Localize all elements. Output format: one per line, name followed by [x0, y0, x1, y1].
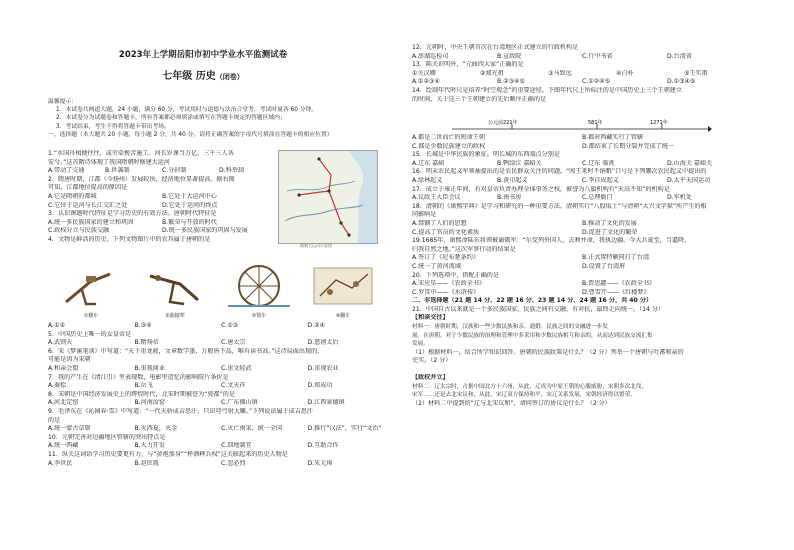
option[interactable]: A.绿林起义 [412, 176, 443, 184]
option[interactable]: A.澎湖巡检司 [412, 52, 449, 60]
option[interactable]: C.重文轻武 [221, 364, 252, 372]
question-options [48, 339, 394, 348]
option[interactable]: D.山海关 嘉峪关 [667, 159, 713, 167]
option[interactable]: D.军机处 [667, 194, 692, 202]
option[interactable]: D.江西景德镇 [307, 399, 345, 407]
option[interactable]: C.回地制宜 [221, 442, 252, 450]
material-text: 宋军……还是去北宋议和，从此，宋辽双方保持和平，宋辽关系发展，宋朝经济得以繁荣。 [412, 392, 636, 399]
option[interactable]: D.科举制 [219, 167, 244, 175]
section2-heading: 二、非选择题（21 题 14 分、22 题 16 分、23 题 14 分、24 题 16 分，共 40 分） [412, 297, 653, 305]
option[interactable]: ①关汉卿 [412, 69, 436, 77]
section1-heading: 一、选择题（本大题共 20 小题，每小题 2 分，共 40 分。请将正确答案的字母代号填涂在答题卡的相应位置） [48, 131, 333, 138]
question-stem: 14．绘制年代时尺是培养“时空观念”的重要途径。下图年代尺上所标注的是中国历史上三个王朝建立 [412, 86, 683, 94]
artifact-label: ②曲辕犁 [165, 313, 185, 319]
option[interactable]: C.灭亡南宋，统一全国 [221, 425, 283, 433]
question-stem: 17．成立于雍正年间，有对皇帝负责办理全体事务之权，被誉为八旗机构有“天高不知”的机构是 [412, 185, 670, 193]
option[interactable]: D.统一多民族国家的巩固与发展 [162, 227, 248, 235]
option[interactable]: A.和亲会盟 [48, 364, 79, 372]
question-stem: 15．长城是中华民族的象征。明长城的东西端点分别是 [412, 151, 560, 159]
artifact-image-3 [228, 262, 290, 310]
question-stem: 7．我的产生在《清江引》里表现数，电影里造忆的影响院片条价是 [48, 373, 229, 381]
question-stem: 16．明末农民起义军领袖提出的是农民群众关注的问题。“闯王来时不纳粮”口号是下列哪次农民起义中提出的 [412, 168, 707, 176]
option[interactable]: C.广东佛山镇 [221, 399, 258, 407]
option[interactable]: A.它是隋朝的都城 [48, 192, 97, 200]
option[interactable]: C.①②④⑤ [582, 78, 611, 86]
question-stem: 3．认识课题时代特征是学习历史的有效方法。唐朝时代特征是 [48, 210, 217, 218]
option[interactable]: C.文天祥 [221, 382, 246, 390]
option[interactable]: B.赵匡胤 [134, 459, 159, 467]
artifact-label: ④翻车 [335, 313, 351, 319]
option[interactable]: C.总理衙门 [582, 194, 613, 202]
question-stem: 4．文物是鲜活的历史。下列文物图片中的农具属于唐朝的是 [48, 235, 211, 243]
option[interactable]: B.河南汝窑 [134, 399, 165, 407]
exam-title: 2023年上学期岳阳市初中学业水平监测试卷 [118, 50, 288, 60]
notice-item: 3．考试结束，考生不得将答题卡带出考场。 [56, 123, 170, 130]
option[interactable]: A.都是二世而亡的短命王朝 [412, 134, 486, 141]
option[interactable]: B.南书房 [497, 194, 522, 202]
question-stem-cont: 的是 [48, 416, 61, 424]
option[interactable]: A.议政王大臣会议 [412, 194, 461, 202]
option[interactable]: C.忽必烈 [221, 459, 246, 467]
option[interactable]: D.②④ [307, 322, 326, 329]
option[interactable]: B.灭西夏，灭金 [134, 425, 178, 433]
artifact-label: ③筒车 [251, 313, 267, 319]
artifact-label: ①耧车 [83, 313, 99, 319]
question-stem: 5．中国历史上唯一的女皇帝是 [48, 330, 132, 338]
spacer [412, 366, 752, 374]
question-options [48, 425, 394, 434]
option[interactable]: B.隋炀帝 [134, 339, 159, 347]
option[interactable]: ④白朴 [616, 69, 634, 77]
sub-question: （1）根据材料一，结合所学知识回答。唐朝的民族政策是什么？（2 分）列举一个唐朝与吐蕃和亲的 [412, 348, 684, 356]
option[interactable]: A.秦桧 [48, 382, 67, 390]
question-stem-cont: 可能是因为宋朝 [48, 356, 91, 364]
option[interactable]: D.慈禧太后 [307, 339, 339, 347]
option[interactable]: B.②③④⑤ [497, 78, 525, 86]
option[interactable]: A.李世民 [48, 459, 73, 467]
option[interactable]: B.黄巾起义 [497, 176, 528, 184]
question-stem: 18．清朝的《康熙字典》是学习和研究的一种重要方法。清朝实行“八股取士”与清朝“大兴文字狱”所产生的相 [412, 202, 707, 210]
question-stem: 21．中国自古以来就是一个多民族国家，民族之间有交融，有对抗，最终走向统一。（14 分） [412, 305, 665, 313]
option[interactable]: B.宣政院 [497, 52, 522, 60]
option[interactable]: D.互助合作 [307, 442, 339, 450]
option[interactable]: ②郑光祖 [480, 69, 504, 77]
option[interactable]: B.推动了文化的发展 [582, 219, 637, 227]
question-stem-cont: 安兮。”这首隋诗体现了我国隋朝时修建大运河 [48, 158, 170, 166]
artifact-image-1 [60, 262, 122, 310]
closed-book-tag: （闭卷） [215, 73, 244, 81]
question-stem: 19.1685年，康熙命陆东将领被谕俄军：“尔受列外国人，去利并命，我执边疆。今大兵夏至，当逼降， [412, 237, 691, 245]
exam-subtitle [98, 67, 308, 82]
option[interactable]: D.促进了文化的繁荣 [582, 228, 638, 236]
option[interactable]: B.世袭制 [105, 167, 130, 175]
option[interactable]: C.①③ [221, 322, 239, 329]
question-options [412, 229, 752, 238]
option[interactable]: D.重视农业 [307, 364, 339, 372]
option[interactable]: C.它位于运河与长江交汇之处 [48, 201, 128, 209]
timeline-mark: 公元前221年 [488, 120, 518, 126]
option[interactable]: C.罗贯中——《水浒传》 [412, 288, 480, 296]
question-options [48, 219, 276, 228]
question-options [48, 322, 394, 331]
option[interactable]: B.它处于大运河中心 [162, 192, 217, 200]
question-options [412, 160, 752, 169]
option[interactable]: C.唐太宗 [221, 339, 246, 347]
option[interactable]: C.李自成起义 [582, 176, 619, 184]
timeline-mark: 1271年 [650, 120, 668, 126]
question-stem: 12．元朝时，中央王朝首次在台湾地区正式建立的行政机构是 [412, 44, 579, 51]
question-options [412, 134, 752, 143]
option[interactable]: D.都结束了长期分裂并完成了统一 [582, 142, 674, 150]
option[interactable]: D.台湾省 [667, 52, 692, 60]
option[interactable]: C.辽东 临洮 [582, 159, 615, 167]
option[interactable]: D.曹雪芹——《红楼梦》 [582, 288, 650, 296]
option[interactable]: A.统一多民族国家的建立和巩固 [48, 218, 134, 226]
option[interactable]: D.推行“汉法”，实行“文治” [307, 425, 382, 433]
option[interactable]: ③马致远 [548, 69, 572, 77]
question-options [48, 399, 394, 408]
option[interactable]: A.武则天 [48, 339, 73, 347]
question-stem: 6．宋《梦溪笔谈》中写道：“天下重龙骏，文章数学墨，万般皆下品，唯有读书高。”这诗局面出现的， [48, 347, 324, 355]
option[interactable]: A.统一西藏 [48, 442, 79, 450]
question-stem-cont: 的时间，关于这三个王朝建立的先后顺序正确的是 [412, 95, 547, 103]
question-stem: 1.“水国舟楫便往往，或劳牵挽苦施工。河长岁课当万亿，三千三人各 [48, 150, 234, 157]
option[interactable]: C.政权分立与民族交融 [48, 227, 110, 235]
option[interactable]: D.设置了台湾府 [582, 262, 626, 270]
option[interactable]: C.都是少数民族建立的政权 [412, 142, 486, 150]
notice-heading: 温馨提示： [48, 99, 77, 105]
question-options [412, 53, 752, 62]
question-options [48, 442, 394, 451]
right-column-top [412, 44, 752, 104]
question-options [412, 70, 752, 79]
grand-canal-map [278, 150, 378, 244]
question-stem: 9．毛泽东在《沁园春·雪》中写道：“一代天骄成吉思汗，只识弯弓射大雕。”下列说法属于成吉思汗 [48, 407, 314, 415]
question-stem: 11．纵关这词语学习历史要更有力，与“黄袍加身”“杯酒释兵权”这关联起来的历史人物是 [48, 450, 288, 458]
artifact-images [58, 262, 378, 320]
subject-label: 七年级 历史 [162, 71, 216, 82]
option[interactable]: A.辽东 嘉峪 [412, 159, 445, 167]
option[interactable]: D.①③④⑤ [667, 78, 696, 86]
option[interactable]: B.岳飞 [134, 382, 153, 390]
option[interactable]: A.签订了《尼布楚条约》 [412, 254, 479, 262]
question-options [48, 365, 394, 374]
question-options [412, 289, 752, 298]
option[interactable]: D.朱元璋 [307, 459, 333, 467]
option[interactable]: A.宋应星——《农政全书》 [412, 280, 486, 288]
question-stem-cont: 归我自然之地。”这次军事行动的结果是 [412, 245, 516, 253]
question-options [48, 382, 394, 391]
material-text: 展。在唐朝，对于少数民族的治理和管理中多采用和少数民族相互和亲的，从而达到民族交流汇集 [412, 332, 653, 339]
question-options [412, 280, 752, 289]
material-text: 材料一：唐朝时期，汉族和一些少数民族和亲。通婚。民族之间的交融进一步发 [412, 324, 608, 331]
question-options [48, 167, 276, 176]
part1-title: 【和亲交往】 [412, 314, 449, 322]
timeline-mark: 581年 [588, 120, 603, 126]
map-caption: 隋朝大运河示意图 [300, 243, 332, 248]
notice-item: 1．本试卷共两道大题，24 小题，满分 60 分，考试用时与道德与法治合堂考，考试时量各 60 分钟。 [56, 107, 318, 114]
option[interactable]: A.带动了交通 [48, 167, 85, 175]
question-options [412, 220, 752, 229]
material-text: 材料二：辽太宗时，占据中国北方十六州，从此，辽成为中原王朝的心腹威胁，宋朝多次北伐， [412, 383, 647, 390]
question-stem: 2．隋唐时期，江都（今扬州）发展较快，经济地位显著提高。据右图 [48, 175, 235, 183]
option[interactable]: D.太平天国运动 [667, 176, 711, 184]
option[interactable]: C.统一了黄河流域 [412, 262, 461, 270]
timeline-arrow [708, 126, 712, 132]
option[interactable]: B.都对西藏实行了管辖 [582, 134, 643, 141]
sub-question: （2）材料二中提到的“辽与北宋议和”，请问签订的协议是什么？（2 分） [412, 399, 611, 407]
question-stem: 8．宋朝是中国经济发展史上的辉煌时代，北宋时期被誉为“瓷都”的是 [48, 390, 235, 398]
artifact-image-4 [312, 262, 374, 310]
question-options [48, 193, 276, 202]
question-options [412, 78, 752, 87]
option[interactable]: B.③④ [134, 322, 152, 329]
question-options [48, 227, 276, 236]
question-stem-cont: 同影响是 [412, 211, 437, 219]
option[interactable]: B.重视商业 [134, 364, 165, 372]
option[interactable]: ⑤王实甫 [684, 69, 708, 77]
question-options [412, 194, 752, 203]
option[interactable]: D.它处于运河的终点 [162, 201, 218, 209]
question-options [48, 460, 394, 469]
option[interactable]: C.提高了官员的文化素质 [412, 228, 480, 236]
part2-title: 【政权并立】 [412, 374, 449, 382]
option[interactable]: B.贾思勰——《农政全书》 [582, 280, 656, 288]
option[interactable]: B.正式置特剿同打了台湾 [582, 254, 650, 262]
option[interactable]: D.郑成功 [307, 382, 333, 390]
question-options [412, 177, 752, 186]
option[interactable]: B.鸭绿江 嘉峪关 [497, 159, 542, 167]
material-text: 发展。 [412, 341, 429, 348]
left-questions-top [48, 150, 276, 245]
notice-block [48, 98, 394, 139]
question-stem: 10．元朝完善对边疆地区管辖的突出特点是 [48, 433, 166, 441]
question-options [412, 263, 752, 272]
question-stem: 13．陈关识明外，“元曲四大家”正确的是 [412, 61, 524, 69]
sub-question-cont: 史实。（2 分） [412, 357, 452, 365]
question-stem: 20．下列选项中，搭配正确的是 [412, 271, 499, 279]
notice-item: 2．本试卷分为试题卷和答题卡，所有答案都必须填涂或填写在答题卡规定的答题区域内； [56, 115, 286, 122]
option[interactable]: A.河北定窑 [48, 399, 79, 407]
option[interactable]: C.分封制 [162, 167, 187, 175]
option[interactable]: A.①② [48, 322, 65, 329]
right-column-bottom [412, 134, 752, 408]
artifact-image-2 [144, 262, 206, 310]
option[interactable]: A.禁锢了人们的思想 [412, 219, 467, 227]
option[interactable]: B.大力开发 [134, 442, 165, 450]
option[interactable]: C.行中书省 [582, 52, 613, 60]
left-questions-bottom [48, 322, 394, 468]
question-options [48, 202, 276, 211]
question-stem-cont: 可知，江都地位提高的原因是 [48, 184, 128, 192]
option[interactable]: B.繁荣与开放的时代 [162, 218, 217, 226]
question-options [412, 143, 752, 152]
option[interactable]: A.①②③④ [412, 78, 440, 86]
option[interactable]: A.统一蒙古草原 [48, 425, 91, 433]
question-options [412, 254, 752, 263]
